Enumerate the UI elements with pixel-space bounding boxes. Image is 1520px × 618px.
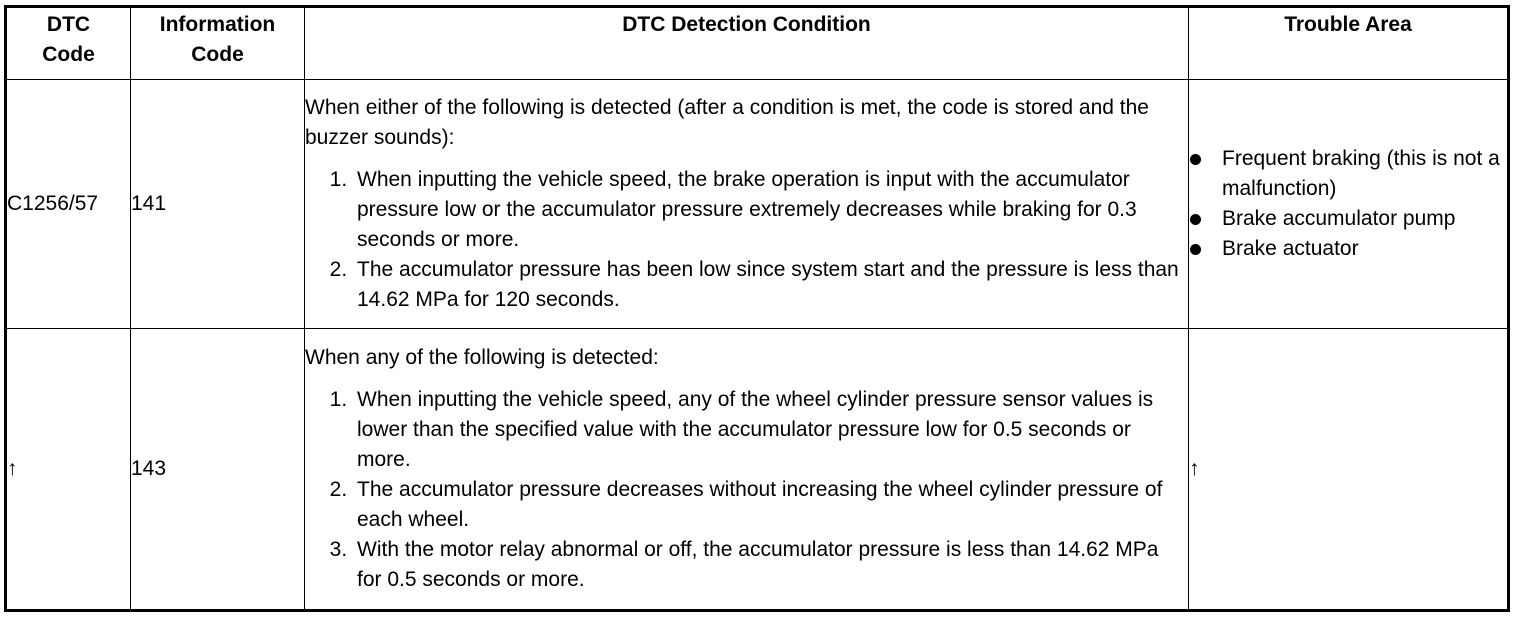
trouble-area-cell: [1189, 80, 1509, 329]
table-row: [6, 80, 1509, 329]
header-information-code: Information Code: [131, 7, 305, 80]
header-detection-condition: DTC Detection Condition: [305, 7, 1189, 80]
header-row: [6, 7, 1509, 80]
header-dtc-code: DTC Code: [6, 7, 131, 80]
condition-item: 2. The accumulator pressure decreases without increasing the wheel cylinder pressure of each wheel.: [353, 475, 1188, 535]
information-code-cell: 141: [131, 80, 305, 329]
detection-condition-cell: [305, 80, 1189, 329]
trouble-area-cell: ↑: [1189, 329, 1509, 611]
trouble-area-item: Brake actuator: [1189, 234, 1507, 264]
table-row: [6, 329, 1509, 611]
condition-item: 1. When inputting the vehicle speed, the brake operation is input with the accumulator pressure low or the accumulator pressure extremely decreases while braking for 0.3 seconds or more.: [353, 165, 1188, 255]
condition-list: [305, 385, 1188, 595]
condition-item: 3. With the motor relay abnormal or off, the accumulator pressure is less than 14.62 MPa for 0.5 seconds or more.: [353, 535, 1188, 595]
condition-intro: When either of the following is detected (after a condition is met, the code is stored and the buzzer sounds):: [305, 96, 1149, 149]
dtc-code-cell: C1256/57: [6, 80, 131, 329]
trouble-area-item: Frequent braking (this is not a malfunction): [1189, 144, 1507, 204]
condition-item: 2. The accumulator pressure has been low since system start and the pressure is less than 14.62 MPa for 120 seconds.: [353, 255, 1188, 315]
dtc-code-cell: ↑: [6, 329, 131, 611]
trouble-area-item: Brake accumulator pump: [1189, 204, 1507, 234]
condition-item: 1. When inputting the vehicle speed, any of the wheel cylinder pressure sensor values is lower than the specified value with the accumulator pressure low for 0.5 seconds or more.: [353, 385, 1188, 475]
header-trouble-area: Trouble Area: [1189, 7, 1509, 80]
dtc-table: [4, 5, 1510, 612]
trouble-area-list: [1189, 144, 1507, 264]
condition-list: [305, 165, 1188, 315]
detection-condition-cell: [305, 329, 1189, 611]
information-code-cell: 143: [131, 329, 305, 611]
condition-intro: When any of the following is detected:: [305, 346, 659, 369]
